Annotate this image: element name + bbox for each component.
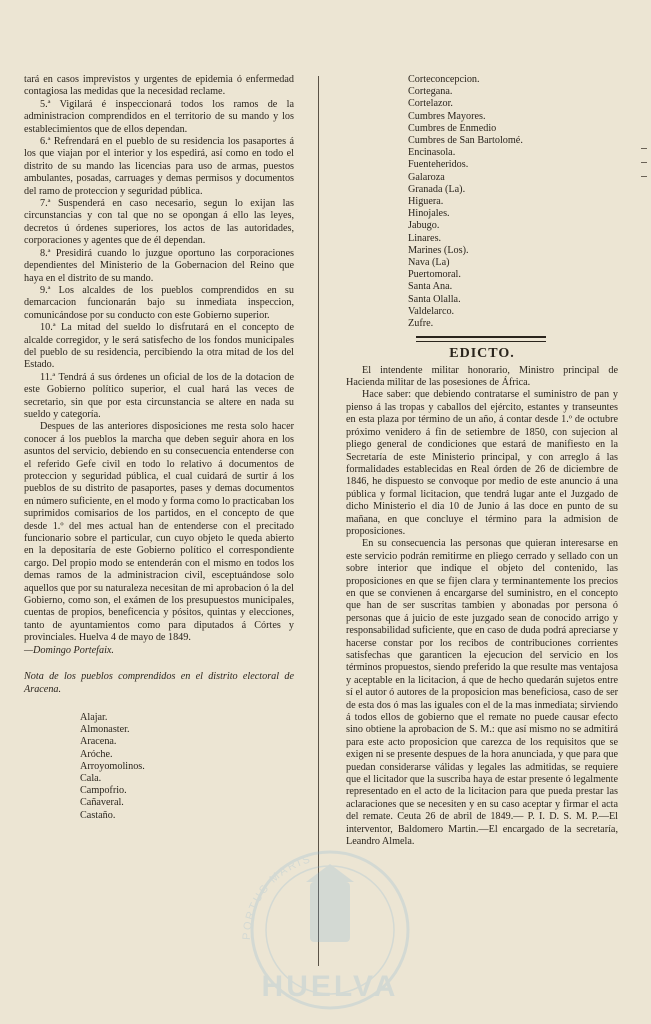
list-item: Higuera.: [408, 196, 444, 208]
list-item: Zufre.: [408, 318, 434, 330]
signature: —Domingo Portefaix.: [24, 644, 114, 656]
article-8: 8.ª Presidirá cuando lo juzgue oportuno las corporaciones dependientes del Ministerio de la Gobernacion del Reino que haya en el distrito de su mando.: [24, 247, 294, 284]
nota-heading: Nota de los pueblos comprendidos en el distrito electoral de Aracena.: [24, 671, 294, 695]
list-item: Cumbres de San Bartolomé.: [408, 135, 523, 147]
list-item: Nava (La): [408, 257, 450, 269]
town-list-left: [24, 712, 294, 822]
right-column: [346, 74, 618, 849]
list-item: Valdelarco.: [408, 305, 455, 317]
list-item: Puertomoral.: [408, 269, 461, 281]
town-list-right: [346, 74, 618, 330]
edicto-heading: EDICTO.: [449, 346, 515, 362]
list-item: Cortegana.: [408, 86, 453, 98]
article-10: 10.ª La mitad del sueldo lo disfrutará en el concepto de alcalde corregidor, y le será satisfecho de los fondos municipales del pueblo de su residencia, percibiendo la otra mitad de los del Estado.: [24, 322, 294, 371]
list-item: Aróche.: [80, 748, 113, 760]
article-5: 5.ª Vigilará é inspeccionará todos los ramos de la administracion comprendidos en el territorio de su mando y los establecimientos que de ellos dependan.: [24, 98, 294, 135]
list-item: Aracena.: [80, 736, 117, 748]
list-item: Fuenteheridos.: [408, 159, 469, 171]
list-item: Cumbres Mayores.: [408, 110, 486, 122]
edicto-paragraph-2: En su consecuencia las personas que quieran interesarse en este servicio podrán remitirme en pliego cerrado y sellado con un sobre interior que indique el objeto del contenido, las proposiciones en que se fijen clara y terminantemente los precios en que se convienen á encargarse del suministro, en el concepto que han de ser suscritas tambien y abonadas por persona ó personas que á juicio de este juzgado sean de conocido arrigo y responsabilidad suficiente, que en caso de duda podrá apreciarse y hacerse constar por los recibos de contribuciones corrientes satisfechas que garanticen la ejecucion del servicio en los términos propuestos, siendo preferido la que resulte mas ventajosa y aceptable en la licitacion, á que de hecho quedarán sujetos entre sí el autor ó autores de la proposicion mas beneficiosa, caso de ser de esta dos ó mas las iguales con el de la mas inmediata; sirviendo á todos ellos de gobierno que el remate no puede causar efecto sino obtiene la aprobacion de S. M.: que así mismo no se admitirá para este acto proposicion que carezca de los requisitos que se exigen ni se presente despues de la hora anunciada, y que para que puedan considerarse válidas y legales las admitidas, se requiere que el licitador que la suscriba haya de estar presente ó legalmente representado en el acto de la licitacion para que pueda prestar las aclaraciones que se necesiten y en su caso aceptar y firmar el acta del remate. Ceuta 26 de abril de 1849.— P. I. D. S. M. P.—El interventor, Baldomero Martin.—El encargado de la secretaría, Leandro Almela.: [346, 538, 618, 848]
section-rule: [416, 336, 546, 342]
article-9: 9.ª Los alcaldes de los pueblos comprendidos en su demarcacion funcionarán bajo su inmediata inspeccion, comunicándose por su conducto con este Gobierno superior.: [24, 284, 294, 321]
edicto-intro: El intendente militar honorario, Ministro principal de Hacienda militar de las posesiones de África.: [346, 364, 618, 389]
list-item: Castaño.: [80, 809, 116, 821]
list-item: Cumbres de Enmedio: [408, 122, 497, 134]
list-item: Cañaveral.: [80, 797, 124, 809]
column-divider: [318, 76, 319, 966]
list-item: Jabugo.: [408, 220, 440, 232]
svg-text:PORTUS MARIS: [241, 853, 313, 940]
article-6: 6.ª Refrendará en el pueblo de su residencia los pasaportes á los que viajan por el interior y los espedirá, así como en todo el distrito de su mando las licencias para uso de armas, puestos ambulantes, posadas, carruages y demas permisos y documentos del ramo de proteccion y seguridad pública.: [24, 136, 294, 197]
list-item: Almonaster.: [80, 724, 130, 736]
list-item: Marines (Los).: [408, 244, 469, 256]
paragraph-continuation: tará en casos imprevistos y urgentes de epidemia ó enfermedad contagiosa las medidas que la necesidad reclame.: [24, 74, 294, 98]
edge-mark: [641, 148, 647, 149]
closing-paragraph: Despues de las anteriores disposiciones me resta solo hacer conocer á los pueblos la marcha que deben seguir ahora en los asuntos del servicio, debiendo en su consecuencia entenderse con el referido Gefe civil en todo lo relativo á documentos de proteccion y seguridad pública, el cual cuidará de surtir á los pueblos de su distrito de pasaportes, pases y demas documentos en número suficiente, en el modo y forma como lo practicaban los suprimidos comisarios de los partidos, en el concepto de que desde 1.º del mes actual han de entenderse con el precitado funcionario sobre el particular, cun cuyo objeto le queda abierto en la depositaría de este Gobierno político el correspondiente cargo. Del propio modo se entenderán con el mismo en todos los demas ramos de la administracion civil, esceptuándose solo aquellos que por su naturaleza necesitan de mi aprobacion ó la del Gobierno, como son, el exámen de los presupuestos municipales, cuentas de propios, beneficencia y pósitos, quintas y elecciones, tanto de ayuntamientos como para diputados á Córtes y provinciales. Huelva 4 de mayo de 1849.: [24, 421, 294, 644]
watermark-arc-text: PORTUS MARIS: [240, 853, 314, 941]
list-item: Santa Ana.: [408, 281, 453, 293]
edge-mark: [641, 176, 647, 177]
left-column: [24, 74, 294, 822]
list-item: Hinojales.: [408, 208, 450, 220]
article-11: 11.ª Tendrá á sus órdenes un oficial de los de la dotacion de este Gobierno político superior, el cual hará las veces de secretario, sin que por esta circunstancia se altere en nada su sueldo y categoría.: [24, 371, 294, 420]
list-item: Cortelazor.: [408, 98, 453, 110]
list-item: Campofrio.: [80, 785, 127, 797]
list-item: Alajar.: [80, 711, 108, 723]
list-item: Encinasola.: [408, 147, 456, 159]
list-item: Corteconcepcion.: [408, 74, 480, 85]
edicto-paragraph-1: Hace saber: que debiendo contratarse el suministro de pan y pienso á las tropas y caballos del ejército, estantes y transeuntes en esta plaza por término de un año, á contar desde 1.º de octubre próximo venidero á fin de setiembre de 1850, con sujecion al pliego general de condiciones que estará de manifiesto en la Secretaría de este Ministerio principal, y con arreglo á las formalidades establecidas en Real órden de 26 de diciembre de 1846, he dispuesto se convoque por medio de este anuncio á una pública y formal licitacion, que tendrá lugar ante el Juzgado de dicho Ministerio el dia 10 de Junio á las doce en punto de su mañana, en que concluye el término para la admision de proposiciones.: [346, 389, 618, 537]
list-item: Cala.: [80, 772, 102, 784]
list-item: Granada (La).: [408, 183, 466, 195]
edge-mark: [641, 162, 647, 163]
list-item: Galaroza: [408, 171, 445, 183]
list-item: Santa Olalla.: [408, 293, 461, 305]
list-item: Linares.: [408, 232, 442, 244]
article-7: 7.ª Suspenderá en caso necesario, segun lo exijan las circunstancias y con tal que no se opongan á ello las leyes, decretos ú órdenes superiores, los actos de las autoridades, corporaciones y agentes que de él dependan.: [24, 198, 294, 247]
list-item: Arroyomolinos.: [80, 760, 145, 772]
watermark-caption: HUELVA: [261, 970, 399, 1003]
